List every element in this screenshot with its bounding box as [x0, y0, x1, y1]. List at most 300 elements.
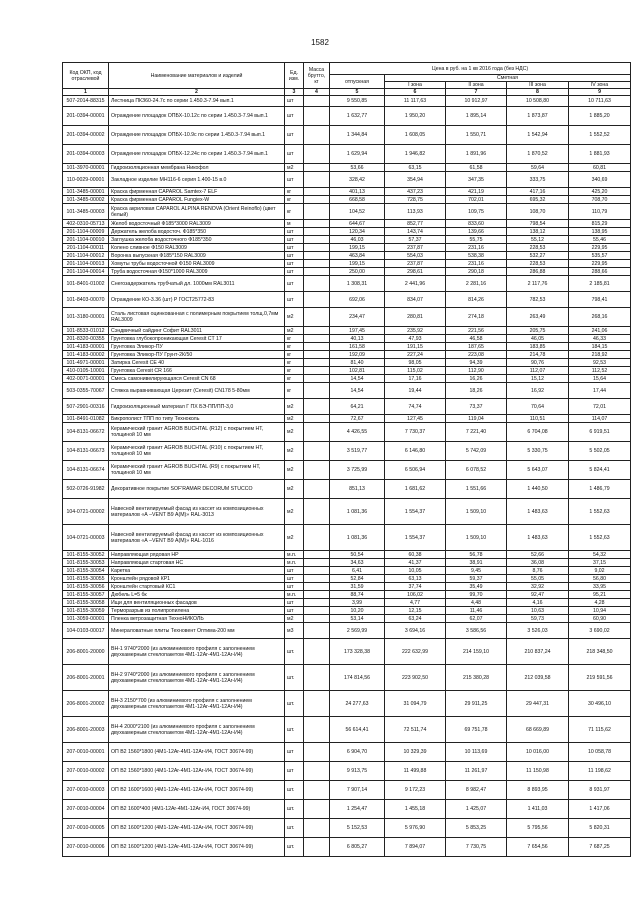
item-code: 104-8131-06673: [63, 442, 109, 461]
item-code: 101-8155-30053: [63, 559, 109, 567]
item-code: 207-0010-00003: [63, 781, 109, 800]
item-unit: шт: [285, 260, 304, 268]
item-price-zone-4: 425,20: [569, 188, 631, 196]
item-price-zone-4: 268,16: [569, 308, 631, 327]
item-mass: [304, 607, 330, 615]
item-code: 101-8491-01082: [63, 415, 109, 423]
item-mass: [304, 615, 330, 623]
item-name: Стяжка выравнивающая Церезит (Ceresit) CN178 5-80мм: [109, 383, 285, 399]
item-release-price: 72,67: [330, 415, 385, 423]
item-price-zone-3: 46,05: [507, 335, 569, 343]
table-row: [63, 126, 631, 145]
item-price-zone-4: 219 591,56: [569, 665, 631, 691]
item-price-zone-1: 115,02: [385, 367, 446, 375]
item-unit: м.п.: [285, 591, 304, 599]
item-price-zone-3: 782,53: [507, 292, 569, 308]
item-mass: [304, 525, 330, 551]
header-zone-4: IV зона: [569, 82, 631, 89]
item-release-price: 4 426,55: [330, 423, 385, 442]
item-price-zone-4: 1 552,63: [569, 499, 631, 525]
item-price-zone-2: 814,26: [446, 292, 507, 308]
item-price-zone-3: 1 542,94: [507, 126, 569, 145]
table-row: [63, 188, 631, 196]
item-unit: шт: [285, 96, 304, 107]
item-price-zone-3: 3 526,03: [507, 623, 569, 639]
item-name: Грунтовка Эликор-ПУ: [109, 343, 285, 351]
item-price-zone-2: 1 550,71: [446, 126, 507, 145]
item-release-price: 6 904,70: [330, 743, 385, 762]
item-price-zone-3: 112,07: [507, 367, 569, 375]
column-number: 6: [385, 89, 446, 96]
item-price-zone-3: 15,12: [507, 375, 569, 383]
item-price-zone-1: 4,77: [385, 599, 446, 607]
item-mass: [304, 172, 330, 188]
item-name: Гидроизоляционный материал Г ПХ БЭ-ПП/ПП-3,0: [109, 399, 285, 415]
item-code: 101-8155-30054: [63, 567, 109, 575]
item-name: Лестница ПКЗ60-24.7с по серии 1.450.3-7.94 вып.1: [109, 96, 285, 107]
item-release-price: 199,15: [330, 244, 385, 252]
item-mass: [304, 196, 330, 204]
item-unit: шт: [285, 244, 304, 252]
item-price-zone-3: 55,05: [507, 575, 569, 583]
item-mass: [304, 145, 330, 164]
item-price-zone-1: 9 172,23: [385, 781, 446, 800]
item-price-zone-4: 5 820,31: [569, 819, 631, 838]
item-code: 101-4183-00001: [63, 343, 109, 351]
table-row: [63, 204, 631, 220]
item-price-zone-3: 263,49: [507, 308, 569, 327]
item-price-zone-4: 218 348,50: [569, 639, 631, 665]
item-price-zone-1: 47,93: [385, 335, 446, 343]
item-mass: [304, 800, 330, 819]
item-code: 101-8155-30056: [63, 583, 109, 591]
item-unit: шт: [285, 107, 304, 126]
item-release-price: 234,47: [330, 308, 385, 327]
item-name: Грунтовка Ceresit CR 166: [109, 367, 285, 375]
page-number: 1582: [311, 38, 329, 47]
table-row: [63, 276, 631, 292]
item-release-price: 197,45: [330, 327, 385, 335]
table-row: [63, 525, 631, 551]
item-price-zone-4: 218,92: [569, 351, 631, 359]
item-price-zone-2: 421,19: [446, 188, 507, 196]
item-price-zone-3: 59,64: [507, 164, 569, 172]
item-price-zone-4: 92,53: [569, 359, 631, 367]
item-price-zone-3: 10 016,00: [507, 743, 569, 762]
item-mass: [304, 691, 330, 717]
item-price-zone-2: 833,60: [446, 220, 507, 228]
item-name: ВН-1 9740*2000 (из алюминиевого профиля с заполнением двухкамерным стеклопакетом 4М1-12Ar-4М1-12Ar-И4): [109, 639, 285, 665]
item-price-zone-4: 9,02: [569, 567, 631, 575]
item-price-zone-4: 46,33: [569, 335, 631, 343]
item-price-zone-3: 68 669,89: [507, 717, 569, 743]
item-price-zone-3: 183,85: [507, 343, 569, 351]
item-price-zone-3: 2 117,76: [507, 276, 569, 292]
item-price-zone-1: 11 499,88: [385, 762, 446, 781]
item-price-zone-3: 59,73: [507, 615, 569, 623]
item-price-zone-1: 31 094,79: [385, 691, 446, 717]
item-price-zone-1: 60,38: [385, 551, 446, 559]
table-row: [63, 717, 631, 743]
item-code: 101-4971-00001: [63, 359, 109, 367]
table-row: [63, 145, 631, 164]
item-unit: шт.: [285, 781, 304, 800]
item-name: Декоративное покрытие SOF'RAMAR DECORUM STUCCO: [109, 480, 285, 499]
item-price-zone-1: 191,15: [385, 343, 446, 351]
item-price-zone-3: 90,76: [507, 359, 569, 367]
item-price-zone-1: 6 146,80: [385, 442, 446, 461]
item-name: Колено сливное Ф150 RAL3009: [109, 244, 285, 252]
item-price-zone-2: 1 551,66: [446, 480, 507, 499]
item-code: 207-0010-00002: [63, 762, 109, 781]
item-price-zone-4: 288,66: [569, 268, 631, 276]
table-header: [63, 63, 631, 96]
header-release: отпускная: [330, 75, 385, 89]
item-name: Труба водосточная Ф150*1000 RAL3009: [109, 268, 285, 276]
item-price-zone-2: 38,91: [446, 559, 507, 567]
item-name: Заглушка желоба водосточного Ф185*350: [109, 236, 285, 244]
item-price-zone-2: 1 891,96: [446, 145, 507, 164]
item-name: Ищи для вентиляционных фасадов: [109, 599, 285, 607]
item-mass: [304, 743, 330, 762]
table-row: [63, 591, 631, 599]
item-price-zone-3: 92,47: [507, 591, 569, 599]
table-row: [63, 196, 631, 204]
item-price-zone-1: 437,23: [385, 188, 446, 196]
item-code: 507-2901-00316: [63, 399, 109, 415]
item-unit: кг: [285, 375, 304, 383]
table-row: [63, 819, 631, 838]
item-release-price: 10,20: [330, 607, 385, 615]
item-price-zone-3: 108,70: [507, 204, 569, 220]
item-price-zone-2: 5 742,09: [446, 442, 507, 461]
item-price-zone-2: 702,01: [446, 196, 507, 204]
item-price-zone-4: 60,90: [569, 615, 631, 623]
item-price-zone-3: 110,51: [507, 415, 569, 423]
item-name: Бикрополист ТПП по типу Техноколь: [109, 415, 285, 423]
item-price-zone-2: 7 221,40: [446, 423, 507, 442]
item-unit: шт: [285, 762, 304, 781]
table-row: [63, 383, 631, 399]
item-mass: [304, 252, 330, 260]
item-unit: м2: [285, 480, 304, 499]
item-unit: м2: [285, 327, 304, 335]
header-price-title: Цена в руб. на 1 кв 2016 года (без НДС): [330, 63, 631, 75]
item-price-zone-1: 227,24: [385, 351, 446, 359]
item-release-price: 1 081,36: [330, 499, 385, 525]
item-unit: м2: [285, 442, 304, 461]
item-unit: шт.: [285, 838, 304, 857]
item-price-zone-2: 56,78: [446, 551, 507, 559]
item-code: 410-0105-10001: [63, 367, 109, 375]
item-code: 101-3180-00001: [63, 308, 109, 327]
item-code: 207-0010-00006: [63, 838, 109, 857]
item-price-zone-4: 1 881,93: [569, 145, 631, 164]
item-price-zone-3: 10 508,80: [507, 96, 569, 107]
item-unit: шт.: [285, 691, 304, 717]
column-number: 4: [304, 89, 330, 96]
item-price-zone-1: 834,07: [385, 292, 446, 308]
item-price-zone-3: 11 150,98: [507, 762, 569, 781]
item-release-price: 120,34: [330, 228, 385, 236]
item-mass: [304, 96, 330, 107]
item-price-zone-3: 7 654,56: [507, 838, 569, 857]
item-code: 201-0394-00003: [63, 145, 109, 164]
item-price-zone-2: 112,90: [446, 367, 507, 375]
table-row: [63, 691, 631, 717]
item-unit: шт: [285, 172, 304, 188]
item-price-zone-4: 535,57: [569, 252, 631, 260]
item-unit: шт: [285, 236, 304, 244]
item-price-zone-4: 112,52: [569, 367, 631, 375]
item-unit: м: [285, 220, 304, 228]
item-price-zone-2: 4,48: [446, 599, 507, 607]
item-price-zone-1: 10,05: [385, 567, 446, 575]
item-price-zone-3: 6 704,08: [507, 423, 569, 442]
item-price-zone-3: 1 483,63: [507, 499, 569, 525]
item-release-price: 1 629,94: [330, 145, 385, 164]
item-unit: шт.: [285, 665, 304, 691]
item-name: Сталь листовая оцинкованная с полимерным покрытием толщ.0,7мм RAL3009: [109, 308, 285, 327]
item-unit: шт: [285, 607, 304, 615]
item-price-zone-2: 1 509,10: [446, 499, 507, 525]
item-name: Краска фирменная CAPAROL Samtex-7 ELF: [109, 188, 285, 196]
item-release-price: 1 254,47: [330, 800, 385, 819]
table-row: [63, 268, 631, 276]
item-price-zone-3: 798,54: [507, 220, 569, 228]
header-zone-1: I зона: [385, 82, 446, 89]
table-row: [63, 335, 631, 343]
item-code: 101-8401-01002: [63, 276, 109, 292]
item-mass: [304, 107, 330, 126]
item-release-price: 3 519,77: [330, 442, 385, 461]
item-price-zone-4: 17,44: [569, 383, 631, 399]
item-release-price: 199,15: [330, 260, 385, 268]
item-price-zone-1: 852,77: [385, 220, 446, 228]
item-price-zone-3: 1 411,03: [507, 800, 569, 819]
item-code: 201-1104-00011: [63, 244, 109, 252]
item-code: 104-8131-06672: [63, 423, 109, 442]
item-price-zone-2: 7 730,75: [446, 838, 507, 857]
item-price-zone-3: 8 893,95: [507, 781, 569, 800]
item-code: 201-1104-00014: [63, 268, 109, 276]
item-unit: кг: [285, 367, 304, 375]
item-price-zone-2: 231,16: [446, 260, 507, 268]
table-row: [63, 800, 631, 819]
table-row: [63, 236, 631, 244]
item-price-zone-2: 221,56: [446, 327, 507, 335]
item-unit: м.п.: [285, 559, 304, 567]
item-price-zone-1: 298,61: [385, 268, 446, 276]
item-unit: м2: [285, 415, 304, 423]
item-price-zone-3: 52,66: [507, 551, 569, 559]
table-row: [63, 567, 631, 575]
item-price-zone-3: 695,32: [507, 196, 569, 204]
item-release-price: 161,58: [330, 343, 385, 351]
item-price-zone-3: 8,76: [507, 567, 569, 575]
item-price-zone-3: 16,92: [507, 383, 569, 399]
item-unit: м2: [285, 461, 304, 480]
item-unit: шт: [285, 599, 304, 607]
table-row: [63, 743, 631, 762]
item-price-zone-2: 59,37: [446, 575, 507, 583]
column-number-row: [63, 89, 631, 96]
item-price-zone-1: 1 950,20: [385, 107, 446, 126]
column-number: 3: [285, 89, 304, 96]
item-price-zone-1: 237,87: [385, 244, 446, 252]
item-unit: м2: [285, 499, 304, 525]
item-price-zone-1: 1 554,37: [385, 525, 446, 551]
table-row: [63, 639, 631, 665]
item-mass: [304, 838, 330, 857]
item-code: 101-3485-00001: [63, 188, 109, 196]
item-release-price: 6,41: [330, 567, 385, 575]
item-unit: кг: [285, 188, 304, 196]
item-release-price: 50,54: [330, 551, 385, 559]
item-release-price: 1 081,36: [330, 525, 385, 551]
item-unit: м2: [285, 164, 304, 172]
item-price-zone-4: 56,80: [569, 575, 631, 583]
item-mass: [304, 399, 330, 415]
item-price-zone-1: 63,24: [385, 615, 446, 623]
item-name: Терморазрыв из полипропилена: [109, 607, 285, 615]
item-price-zone-3: 205,75: [507, 327, 569, 335]
item-release-price: 53,66: [330, 164, 385, 172]
item-mass: [304, 623, 330, 639]
item-price-zone-2: 1 425,07: [446, 800, 507, 819]
item-price-zone-2: 3 586,56: [446, 623, 507, 639]
header-estimate: Сметная: [385, 75, 631, 82]
item-name: ОП В2 1600*400 (4М1-12Ar-4М1-12Ar-И4, ГОСТ 30674-99): [109, 800, 285, 819]
item-price-zone-1: 10 329,39: [385, 743, 446, 762]
item-price-zone-3: 228,53: [507, 260, 569, 268]
item-price-zone-2: 46,58: [446, 335, 507, 343]
item-price-zone-4: 229,95: [569, 244, 631, 252]
item-price-zone-3: 10,63: [507, 607, 569, 615]
item-name: Керамический гранит AGROB BUCHTAL (R9) с покрытием HT, толщиной 10 мм: [109, 461, 285, 480]
item-mass: [304, 415, 330, 423]
item-code: 110-0029-00001: [63, 172, 109, 188]
item-code: 101-4183-00002: [63, 351, 109, 359]
item-code: 503-0355-70067: [63, 383, 109, 399]
item-price-zone-4: 708,70: [569, 196, 631, 204]
item-price-zone-2: 10 912,97: [446, 96, 507, 107]
table-row: [63, 351, 631, 359]
header-zone-3: III зона: [507, 82, 569, 89]
table-row: [63, 228, 631, 236]
item-mass: [304, 375, 330, 383]
table-row: [63, 575, 631, 583]
table-row: [63, 164, 631, 172]
item-price-zone-4: 10 711,63: [569, 96, 631, 107]
item-price-zone-2: 29 911,25: [446, 691, 507, 717]
item-unit: шт.: [285, 639, 304, 665]
item-mass: [304, 591, 330, 599]
item-price-zone-2: 2 281,16: [446, 276, 507, 292]
table-row: [63, 415, 631, 423]
item-price-zone-2: 538,38: [446, 252, 507, 260]
item-code: 206-8001-20000: [63, 639, 109, 665]
item-price-zone-1: 1 455,18: [385, 800, 446, 819]
item-unit: м2: [285, 525, 304, 551]
item-mass: [304, 639, 330, 665]
item-name: Грунтовка глубокопроникающая Ceresit CT 17: [109, 335, 285, 343]
table-row: [63, 252, 631, 260]
item-price-zone-1: 72 511,74: [385, 717, 446, 743]
item-price-zone-4: 8 931,97: [569, 781, 631, 800]
item-name: ВН-3 2150*700 (из алюминиевого профиля с заполнением двухкамерным стеклопакетом 4М1-12Ar-4М1-12Ar-И4): [109, 691, 285, 717]
item-code: 402-0310-05713: [63, 220, 109, 228]
item-price-zone-2: 5 853,25: [446, 819, 507, 838]
item-price-zone-1: 1 608,05: [385, 126, 446, 145]
item-price-zone-4: 241,06: [569, 327, 631, 335]
item-unit: м3: [285, 623, 304, 639]
item-code: 201-1104-00012: [63, 252, 109, 260]
item-price-zone-3: 212 039,58: [507, 665, 569, 691]
item-price-zone-1: 6 506,94: [385, 461, 446, 480]
item-name: Смесь самонивелирующаяся Ceresit CN 68: [109, 375, 285, 383]
item-code: 101-3970-00001: [63, 164, 109, 172]
item-release-price: 401,13: [330, 188, 385, 196]
item-name: Желоб водосточный Ф185*3000 RAL3009: [109, 220, 285, 228]
item-price-zone-1: 354,94: [385, 172, 446, 188]
item-code: 206-8001-20003: [63, 717, 109, 743]
item-code: 101-8403-00070: [63, 292, 109, 308]
item-price-zone-4: 184,15: [569, 343, 631, 351]
item-release-price: 174 814,56: [330, 665, 385, 691]
item-mass: [304, 351, 330, 359]
item-price-zone-4: 1 417,06: [569, 800, 631, 819]
item-price-zone-3: 70,64: [507, 399, 569, 415]
item-mass: [304, 423, 330, 442]
item-code: 101-3485-00003: [63, 204, 109, 220]
item-mass: [304, 260, 330, 268]
item-price-zone-2: 73,37: [446, 399, 507, 415]
item-unit: шт: [285, 252, 304, 260]
item-mass: [304, 228, 330, 236]
item-code: 206-8001-20002: [63, 691, 109, 717]
item-name: Минераловатные плиты Техновент Оптима-200 мм: [109, 623, 285, 639]
item-release-price: 9 913,75: [330, 762, 385, 781]
item-name: Каретка: [109, 567, 285, 575]
item-price-zone-2: 35,49: [446, 583, 507, 591]
item-price-zone-2: 119,04: [446, 415, 507, 423]
item-release-price: 7 907,14: [330, 781, 385, 800]
item-price-zone-2: 215 380,28: [446, 665, 507, 691]
item-code: 201-1104-00009: [63, 228, 109, 236]
header-name: Наименование материалов и изделий: [109, 63, 285, 89]
table-row: [63, 327, 631, 335]
item-price-zone-4: 2 185,81: [569, 276, 631, 292]
item-price-zone-4: 55,46: [569, 236, 631, 244]
item-price-zone-4: 30 496,10: [569, 691, 631, 717]
item-price-zone-1: 37,74: [385, 583, 446, 591]
item-unit: кг: [285, 335, 304, 343]
item-mass: [304, 292, 330, 308]
item-unit: шт: [285, 575, 304, 583]
item-price-zone-1: 17,16: [385, 375, 446, 383]
item-price-zone-2: 274,18: [446, 308, 507, 327]
item-unit: шт.: [285, 819, 304, 838]
column-number: 9: [569, 89, 631, 96]
item-price-zone-1: 12,15: [385, 607, 446, 615]
item-price-zone-2: 18,26: [446, 383, 507, 399]
table-row: [63, 461, 631, 480]
item-unit: кг: [285, 359, 304, 367]
table-row: [63, 442, 631, 461]
item-unit: кг: [285, 196, 304, 204]
item-mass: [304, 599, 330, 607]
